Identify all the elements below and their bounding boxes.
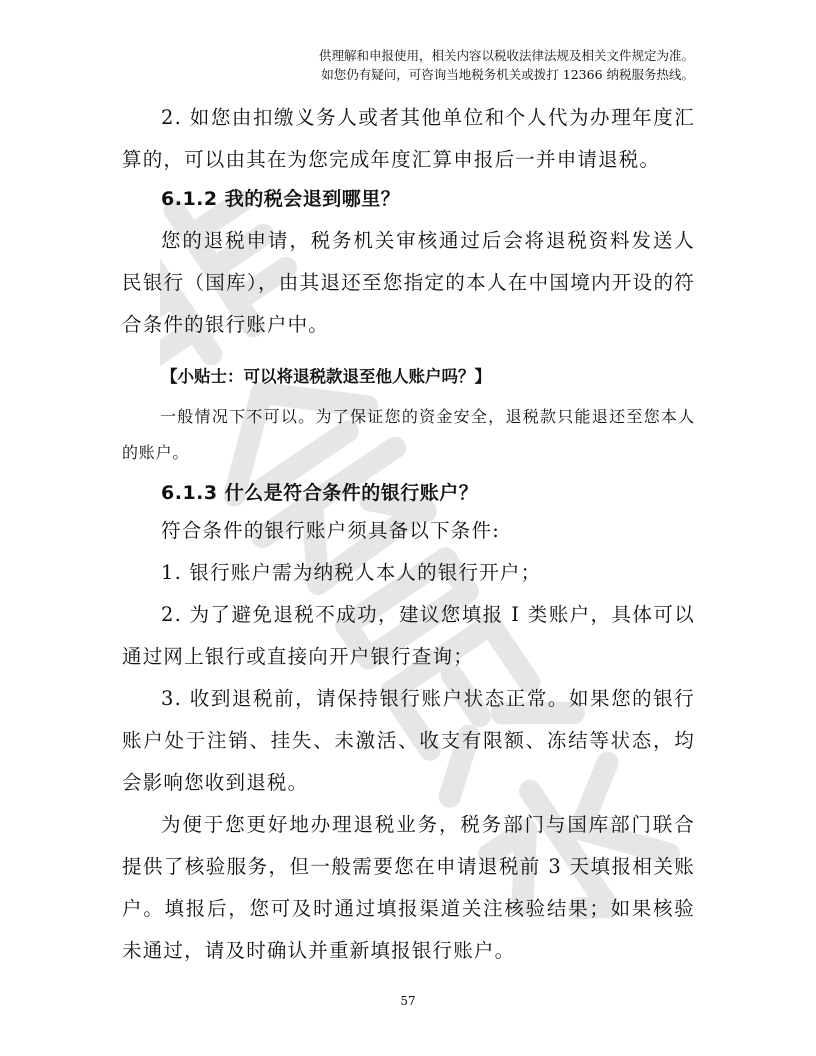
paragraph-refund-destination: 您的退税申请，税务机关审核通过后会将退税资料发送人民银行（国库），由其退还至您指定的本人在中国境内开设的符合条件的银行账户中。 [122, 229, 695, 336]
paragraph-verification-service: 为便于您更好地办理退税业务，税务部门与国库部门联合提供了核验服务，但一般需要您在申请退税前 3 天填报相关账户。填报后，您可及时通过填报渠道关注核验结果；如果核验未通过，请及时确认并重新填报银行账户。 [122, 813, 695, 962]
paragraph-withholding-agent: 2. 如您由扣缴义务人或者其他单位和个人代为办理年度汇算的，可以由其在为您完成年度汇算申报后一并申请退税。 [122, 106, 695, 171]
disclaimer-line-1: 供理解和申报使用，相关内容以税收法律法规及相关文件规定为准。 [318, 48, 694, 63]
tip-title: 【小贴士：可以将退税款退至他人账户吗？】 [161, 367, 491, 386]
page-number: 57 [400, 994, 416, 1008]
disclaimer-line-2: 如您仍有疑问，可咨询当地税务机关或拨打 12366 纳税服务热线。 [321, 67, 694, 82]
list-item-condition-1: 1. 银行账户需为纳税人本人的银行开户； [161, 561, 542, 584]
paragraph-account-conditions: 符合条件的银行账户须具备以下条件: [161, 519, 500, 542]
disclaimer-header [319, 46, 694, 84]
list-item-condition-2: 2. 为了避免退税不成功，建议您填报 I 类账户，具体可以通过网上银行或直接向开户银行查询； [122, 603, 695, 668]
section-heading-6-1-3: 6.1.3 什么是符合条件的银行账户？ [161, 482, 479, 504]
section-heading-6-1-2: 6.1.2 我的税会退到哪里？ [161, 188, 401, 210]
list-item-condition-3: 3. 收到退税前，请保持银行账户状态正常。如果您的银行账户处于注销、挂失、未激活、收支有限额、冻结等状态，均会影响您收到退税。 [122, 687, 695, 794]
tip-text: 一般情况下不可以。为了保证您的资金安全，退税款只能退还至您本人的账户。 [122, 407, 695, 462]
